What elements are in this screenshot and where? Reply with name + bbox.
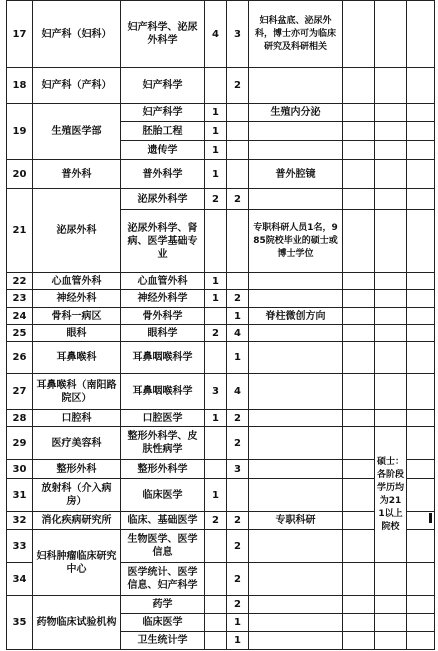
table-row [7, 290, 435, 308]
row-number: 18 [7, 68, 33, 104]
blank-cell [407, 632, 435, 650]
remark-cell [249, 530, 343, 563]
table-row [7, 189, 435, 210]
remark-cell: 专职科研 [249, 512, 343, 530]
table-row [7, 530, 435, 563]
row-number: 34 [7, 563, 33, 596]
table-row [7, 512, 435, 530]
blank-cell [375, 632, 407, 650]
remark-cell: 生殖内分泌 [249, 104, 343, 122]
blank-cell [375, 104, 407, 122]
blank-cell [407, 614, 435, 632]
count-cell: 1 [205, 479, 227, 512]
row-number: 29 [7, 427, 33, 460]
department-cell: 泌尿外科 [33, 189, 121, 273]
department-cell: 消化疾病研究所 [33, 512, 121, 530]
department-cell: 药物临床试验机构 [33, 596, 121, 650]
blank-cell [407, 141, 435, 160]
count-cell: 2 [205, 325, 227, 342]
blank-cell [343, 596, 375, 614]
major-cell: 整形外科学、皮肤性病学 [121, 427, 205, 460]
blank-cell [375, 141, 407, 160]
table-row [7, 479, 435, 512]
remark-cell [249, 632, 343, 650]
count-cell [205, 342, 227, 374]
blank-cell [343, 122, 375, 141]
count-cell: 4 [227, 325, 249, 342]
blank-cell [407, 68, 435, 104]
count-cell [205, 460, 227, 479]
count-cell [227, 479, 249, 512]
remark-cell [249, 460, 343, 479]
blank-cell [343, 160, 375, 189]
row-number: 24 [7, 308, 33, 325]
count-cell: 2 [205, 189, 227, 210]
count-cell: 2 [205, 512, 227, 530]
row-number: 35 [7, 596, 33, 650]
major-cell: 耳鼻咽喉科学 [121, 374, 205, 410]
blank-cell [343, 410, 375, 427]
blank-cell [375, 160, 407, 189]
blank-cell [375, 563, 407, 596]
count-cell [205, 530, 227, 563]
count-cell: 2 [227, 189, 249, 210]
table-row [7, 427, 435, 460]
major-cell: 妇产科学 [121, 68, 205, 104]
department-cell: 眼科 [33, 325, 121, 342]
row-number: 21 [7, 189, 33, 273]
count-cell [205, 632, 227, 650]
remark-cell [249, 325, 343, 342]
blank-cell [407, 460, 435, 479]
department-cell: 整形外科 [33, 460, 121, 479]
blank-cell [375, 410, 407, 427]
blank-cell [375, 273, 407, 290]
major-cell: 口腔医学 [121, 410, 205, 427]
blank-cell [407, 596, 435, 614]
major-cell: 泌尿外科学 [121, 189, 205, 210]
remark-cell [249, 189, 343, 210]
row-number: 17 [7, 1, 33, 68]
blank-cell [407, 410, 435, 427]
count-cell [205, 210, 227, 273]
count-cell: 2 [227, 563, 249, 596]
table-row [7, 374, 435, 410]
row-number: 25 [7, 325, 33, 342]
blank-cell [343, 210, 375, 273]
blank-cell [343, 563, 375, 596]
row-number: 22 [7, 273, 33, 290]
major-cell: 临床医学 [121, 479, 205, 512]
count-cell: 1 [227, 632, 249, 650]
blank-cell [375, 342, 407, 374]
blank-cell [407, 325, 435, 342]
blank-cell [375, 122, 407, 141]
remark-cell [249, 68, 343, 104]
count-cell: 4 [205, 1, 227, 68]
table-row [7, 342, 435, 374]
blank-cell [343, 614, 375, 632]
blank-cell [407, 530, 435, 563]
blank-cell [407, 374, 435, 410]
remark-cell [249, 122, 343, 141]
blank-cell [343, 512, 375, 530]
department-cell: 神经外科 [33, 290, 121, 308]
major-cell: 临床医学 [121, 614, 205, 632]
major-cell: 整形外科学 [121, 460, 205, 479]
department-cell: 放射科（介入病房） [33, 479, 121, 512]
major-cell: 医学统计、医学信息、妇产科学 [121, 563, 205, 596]
remark-cell [249, 342, 343, 374]
remark-cell [249, 479, 343, 512]
blank-cell [375, 189, 407, 210]
table-row [7, 460, 435, 479]
count-cell [205, 68, 227, 104]
blank-cell [375, 374, 407, 410]
count-cell: 1 [205, 141, 227, 160]
remark-cell: 普外腔镜 [249, 160, 343, 189]
blank-cell [407, 342, 435, 374]
table-row [7, 273, 435, 290]
blank-cell [407, 189, 435, 210]
row-number: 27 [7, 374, 33, 410]
count-cell: 2 [227, 530, 249, 563]
blank-cell [407, 479, 435, 512]
remark-cell [249, 273, 343, 290]
table-row [7, 68, 435, 104]
row-number: 19 [7, 104, 33, 160]
blank-cell [375, 68, 407, 104]
count-cell: 1 [227, 342, 249, 374]
remark-cell [249, 427, 343, 460]
table-row [7, 104, 435, 122]
major-cell: 遗传学 [121, 141, 205, 160]
row-number: 30 [7, 460, 33, 479]
table-row [7, 410, 435, 427]
table-row [7, 325, 435, 342]
remark-cell [249, 563, 343, 596]
table-row [7, 1, 435, 68]
department-cell: 口腔科 [33, 410, 121, 427]
count-cell: 1 [205, 160, 227, 189]
count-cell [227, 104, 249, 122]
remark-cell: 脊柱微创方向 [249, 308, 343, 325]
major-cell: 卫生统计学 [121, 632, 205, 650]
blank-cell [407, 308, 435, 325]
blank-cell [343, 460, 375, 479]
remark-cell: 专职科研人员1名，985院校毕业的硕士或博士学位 [249, 210, 343, 273]
department-cell: 妇产科（产科） [33, 68, 121, 104]
major-cell: 普外科学 [121, 160, 205, 189]
blank-cell [407, 122, 435, 141]
remark-cell [249, 290, 343, 308]
count-cell: 1 [205, 410, 227, 427]
row-number: 31 [7, 479, 33, 512]
row-number: 32 [7, 512, 33, 530]
blank-cell [375, 1, 407, 68]
count-cell: 2 [227, 596, 249, 614]
count-cell [227, 122, 249, 141]
department-cell: 妇产科（妇科） [33, 1, 121, 68]
blank-cell [343, 273, 375, 290]
blank-cell [375, 308, 407, 325]
edge-marker [429, 513, 432, 523]
blank-cell [343, 325, 375, 342]
blank-cell [375, 596, 407, 614]
blank-cell [375, 210, 407, 273]
count-cell: 1 [227, 614, 249, 632]
blank-cell [343, 632, 375, 650]
table-row [7, 596, 435, 614]
department-cell: 妇科肿瘤临床研究中心 [33, 530, 121, 596]
count-cell: 1 [227, 308, 249, 325]
blank-cell [407, 427, 435, 460]
count-cell [227, 273, 249, 290]
blank-cell [343, 189, 375, 210]
count-cell [205, 308, 227, 325]
count-cell: 2 [227, 68, 249, 104]
row-number: 26 [7, 342, 33, 374]
remark-cell [249, 596, 343, 614]
major-cell: 妇产科学、泌尿外科学 [121, 1, 205, 68]
blank-cell [343, 308, 375, 325]
major-cell: 耳鼻咽喉科学 [121, 342, 205, 374]
count-cell: 1 [205, 290, 227, 308]
recruitment-table [6, 0, 435, 650]
count-cell [205, 596, 227, 614]
count-cell [227, 210, 249, 273]
blank-cell [375, 614, 407, 632]
blank-cell [343, 1, 375, 68]
major-cell: 临床、基础医学 [121, 512, 205, 530]
department-cell: 医疗美容科 [33, 427, 121, 460]
count-cell: 2 [227, 427, 249, 460]
blank-cell [375, 290, 407, 308]
count-cell: 1 [205, 273, 227, 290]
major-cell: 骨外科学 [121, 308, 205, 325]
row-number: 23 [7, 290, 33, 308]
major-cell: 妇产科学 [121, 104, 205, 122]
blank-cell [343, 290, 375, 308]
blank-cell [407, 563, 435, 596]
count-cell [205, 427, 227, 460]
major-cell: 胚胎工程 [121, 122, 205, 141]
table-row [7, 160, 435, 189]
count-cell: 3 [227, 460, 249, 479]
blank-cell [407, 104, 435, 122]
blank-cell [375, 325, 407, 342]
row-number: 28 [7, 410, 33, 427]
major-cell: 药学 [121, 596, 205, 614]
remark-cell: 妇科盆底、泌尿外科，博士亦可为临床研究及科研相关 [249, 1, 343, 68]
department-cell: 心血管外科 [33, 273, 121, 290]
remark-cell [249, 410, 343, 427]
count-cell: 2 [227, 290, 249, 308]
blank-cell [343, 68, 375, 104]
count-cell: 2 [227, 410, 249, 427]
blank-cell [343, 104, 375, 122]
department-cell: 耳鼻喉科（南阳路院区） [33, 374, 121, 410]
blank-cell [407, 290, 435, 308]
major-cell: 生物医学、医学信息 [121, 530, 205, 563]
side-note: 硕士：各阶段学历均为211以上院校 [375, 427, 407, 563]
blank-cell [343, 479, 375, 512]
department-cell: 生殖医学部 [33, 104, 121, 160]
blank-cell [343, 141, 375, 160]
blank-cell [407, 210, 435, 273]
count-cell [227, 160, 249, 189]
row-number: 33 [7, 530, 33, 563]
blank-cell [343, 374, 375, 410]
department-cell: 骨科一病区 [33, 308, 121, 325]
major-cell: 心血管外科 [121, 273, 205, 290]
blank-cell [407, 160, 435, 189]
remark-cell [249, 374, 343, 410]
blank-cell [343, 530, 375, 563]
blank-cell [343, 342, 375, 374]
count-cell: 3 [227, 1, 249, 68]
remark-cell [249, 614, 343, 632]
count-cell: 3 [205, 374, 227, 410]
count-cell: 4 [227, 374, 249, 410]
major-cell: 泌尿外科学、肾病、医学基础专业 [121, 210, 205, 273]
count-cell: 2 [227, 512, 249, 530]
count-cell: 1 [205, 122, 227, 141]
blank-cell [407, 273, 435, 290]
blank-cell [407, 1, 435, 68]
count-cell [205, 614, 227, 632]
department-cell: 耳鼻喉科 [33, 342, 121, 374]
count-cell: 1 [205, 104, 227, 122]
remark-cell [249, 141, 343, 160]
major-cell: 神经外科学 [121, 290, 205, 308]
count-cell [227, 141, 249, 160]
major-cell: 眼科学 [121, 325, 205, 342]
row-number: 20 [7, 160, 33, 189]
blank-cell [343, 427, 375, 460]
count-cell [205, 563, 227, 596]
table-row [7, 308, 435, 325]
department-cell: 普外科 [33, 160, 121, 189]
